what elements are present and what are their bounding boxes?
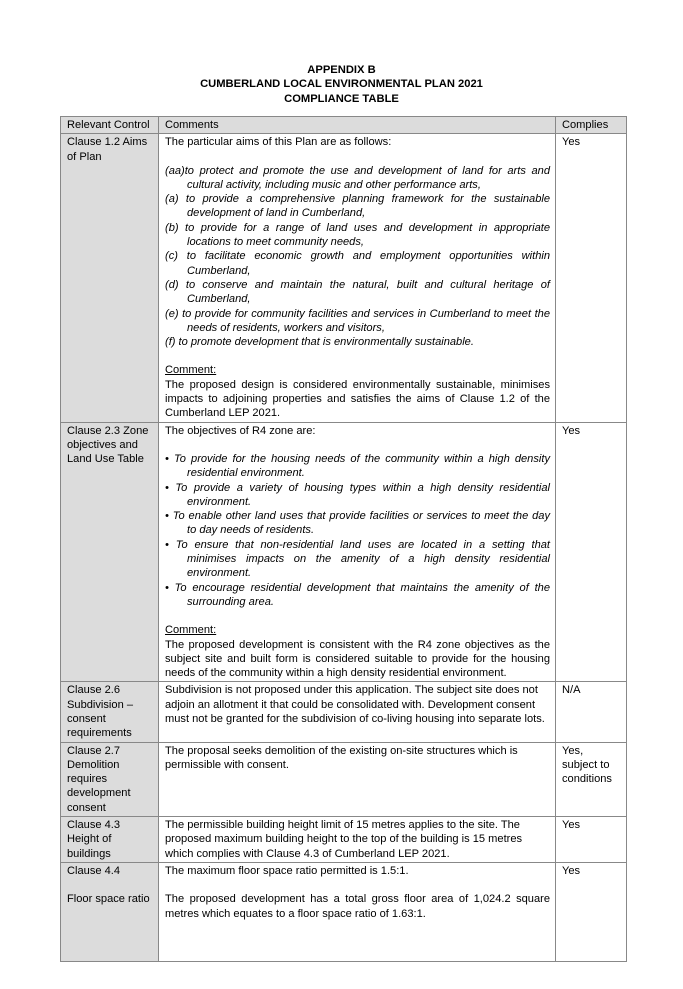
comment-text: The proposed design is considered environmentally sustainable, minimises impacts to adjoining properties and satisfies the aims of Clause 1.2 of the Cumberland LEP 2021.	[165, 378, 550, 420]
list-item: (b) to provide for a range of land uses and development in appropriate locations to meet community needs,	[165, 221, 550, 249]
appendix-title: APPENDIX B	[307, 64, 376, 76]
list-item: • To encourage residential development that maintains the amenity of the surrounding area.	[165, 581, 550, 608]
fsr-proposed-text: The proposed development has a total gross floor area of 1,024.2 square metres which equates to a floor space ratio of 1.63:1.	[165, 893, 550, 920]
complies-cell: Yes	[556, 817, 627, 863]
control-cell	[61, 862, 159, 961]
list-item: (c) to facilitate economic growth and employment opportunities within Cumberland,	[165, 250, 550, 277]
plan-title: CUMBERLAND LOCAL ENVIRONMENTAL PLAN 2021	[200, 78, 483, 91]
comments-cell	[159, 422, 556, 682]
complies-cell: Yes	[556, 134, 627, 422]
complies-cell: Yes, subject to conditions	[556, 742, 627, 816]
control-cell: Clause 1.2 Aims of Plan	[61, 134, 159, 422]
list-item: (f) to promote development that is environmentally sustainable.	[165, 336, 474, 349]
complies-cell: N/A	[556, 682, 627, 742]
comments-cell	[159, 862, 556, 961]
list-item: (aa)to protect and promote the use and development of land for arts and cultural activity, including music and other performance arts,	[165, 164, 550, 191]
table-row	[61, 682, 627, 742]
objectives-list	[165, 452, 550, 609]
table-row	[61, 817, 627, 863]
list-item: (e) to provide for community facilities and services in Cumberland to meet the needs of residents, workers and visitors,	[165, 307, 550, 334]
table-row	[61, 862, 627, 961]
list-item: • To ensure that non-residential land uses are located in a setting that minimises impacts on the amenity of a high density residential environment.	[165, 538, 550, 580]
table-title: COMPLIANCE TABLE	[284, 92, 399, 105]
control-cell: Clause 2.6 Subdivision – consent requirements	[61, 682, 159, 742]
column-header-control: Relevant Control	[61, 117, 159, 134]
column-header-complies: Complies	[556, 117, 627, 134]
intro-text: The objectives of R4 zone are:	[165, 424, 316, 437]
table-header-row	[61, 117, 627, 134]
fsr-limit-text: The maximum floor space ratio permitted is 1.5:1.	[165, 864, 409, 877]
compliance-table	[60, 116, 627, 962]
comment-label: Comment:	[165, 624, 217, 637]
document-header	[0, 63, 683, 106]
column-header-comments: Comments	[159, 117, 556, 134]
aims-list	[165, 164, 550, 350]
comment-text: The proposed development is consistent with the R4 zone objectives as the subject site and built form is considered suitable to provide for the housing needs of the community within a high density residential environment.	[165, 638, 550, 680]
comments-cell: The permissible building height limit of 15 metres applies to the site. The proposed maximum building height to the top of the building is 15 metres which complies with Clause 4.3 of Cumberland LEP 2021.	[159, 817, 556, 863]
comments-cell: The proposal seeks demolition of the existing on-site structures which is permissible with consent.	[159, 742, 556, 816]
table-row	[61, 422, 627, 682]
control-cell: Clause 2.3 Zone objectives and Land Use Table	[61, 422, 159, 682]
comments-cell	[159, 134, 556, 422]
control-clause: Clause 4.4	[67, 864, 121, 877]
complies-cell: Yes	[556, 422, 627, 682]
list-item: • To enable other land uses that provide facilities or services to meet the day to day needs of residents.	[165, 510, 550, 537]
list-item: • To provide a variety of housing types within a high density residential environment.	[165, 481, 550, 508]
complies-cell: Yes	[556, 862, 627, 961]
comment-label: Comment:	[165, 364, 217, 377]
control-cell: Clause 2.7 Demolition requires development consent	[61, 742, 159, 816]
table-row	[61, 742, 627, 816]
list-item: (a) to provide a comprehensive planning framework for the sustainable development of land in Cumberland,	[165, 193, 550, 220]
comments-cell: Subdivision is not proposed under this application. The subject site does not adjoin an allotment it that could be consolidated with. Development consent must not be granted for the subdivision of co-living housing into separate lots.	[159, 682, 556, 742]
list-item: • To provide for the housing needs of the community within a high density residential environment.	[165, 452, 550, 480]
list-item: (d) to conserve and maintain the natural, built and cultural heritage of Cumberland,	[165, 278, 550, 306]
control-title: Floor space ratio	[67, 893, 150, 906]
control-cell: Clause 4.3 Height of buildings	[61, 817, 159, 863]
intro-text: The particular aims of this Plan are as follows:	[165, 136, 392, 149]
table-row	[61, 134, 627, 422]
